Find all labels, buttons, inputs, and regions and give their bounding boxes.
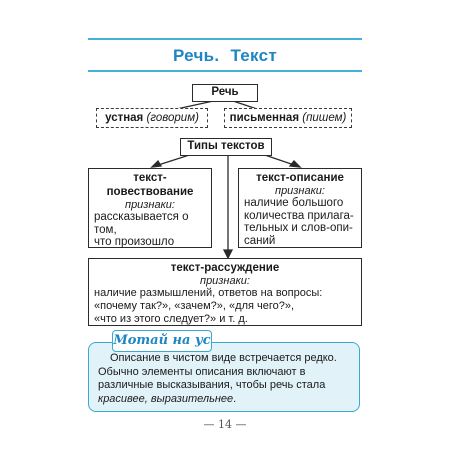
reasoning-signs-label: признаки: xyxy=(200,275,250,287)
narration-line-1: рассказывается о том, xyxy=(94,211,189,236)
page-number: — 14 — xyxy=(203,418,247,431)
narration-signs-label: признаки: xyxy=(125,199,175,211)
written-label: письменная xyxy=(229,112,300,124)
tip-text-italic: красивее, выразительнее xyxy=(98,392,234,405)
reasoning-label: текст-рассуждение xyxy=(170,262,280,274)
oral-note: (говорим) xyxy=(146,112,199,124)
description-signs-label: признаки: xyxy=(275,185,325,197)
text-types-box xyxy=(180,138,272,156)
reasoning-line-1: наличие размышлений, ответов на вопросы: xyxy=(94,287,323,299)
tip-title: Мотай на ус xyxy=(112,330,212,352)
written-speech-box xyxy=(224,108,352,128)
reasoning-line-3: «что из этого следует?» и т. д. xyxy=(94,313,248,325)
oral-label: устная xyxy=(105,112,144,124)
description-line-3: тельных и слов-опи- xyxy=(244,222,353,234)
description-line-4: саний xyxy=(244,234,276,247)
written-note: (пишем) xyxy=(302,112,347,124)
page-title: Речь. Текст xyxy=(172,46,278,65)
narration-box xyxy=(88,168,212,248)
speech-box xyxy=(192,84,258,102)
description-label: текст-описание xyxy=(256,172,344,184)
reasoning-line-2: «почему так?», «зачем?», «для чего?», xyxy=(94,300,295,312)
oral-speech-box xyxy=(96,108,208,128)
tip-text xyxy=(98,352,356,406)
reasoning-box xyxy=(88,258,362,326)
tip-text-plain: Описание в чистом виде встречается редко. Обычно элементы описания включают в различные высказывания, чтобы речь стала xyxy=(98,352,337,391)
text-types-label: Типы текстов xyxy=(187,140,265,152)
narration-label: текст-повествование xyxy=(106,172,194,198)
tip-text-end: . xyxy=(233,392,237,405)
description-line-2: количества прилага- xyxy=(244,209,354,222)
narration-line-2: что произошло xyxy=(94,236,175,248)
description-line-1: наличие большого xyxy=(244,197,344,209)
speech-label: Речь xyxy=(211,86,239,98)
description-box xyxy=(238,168,362,248)
